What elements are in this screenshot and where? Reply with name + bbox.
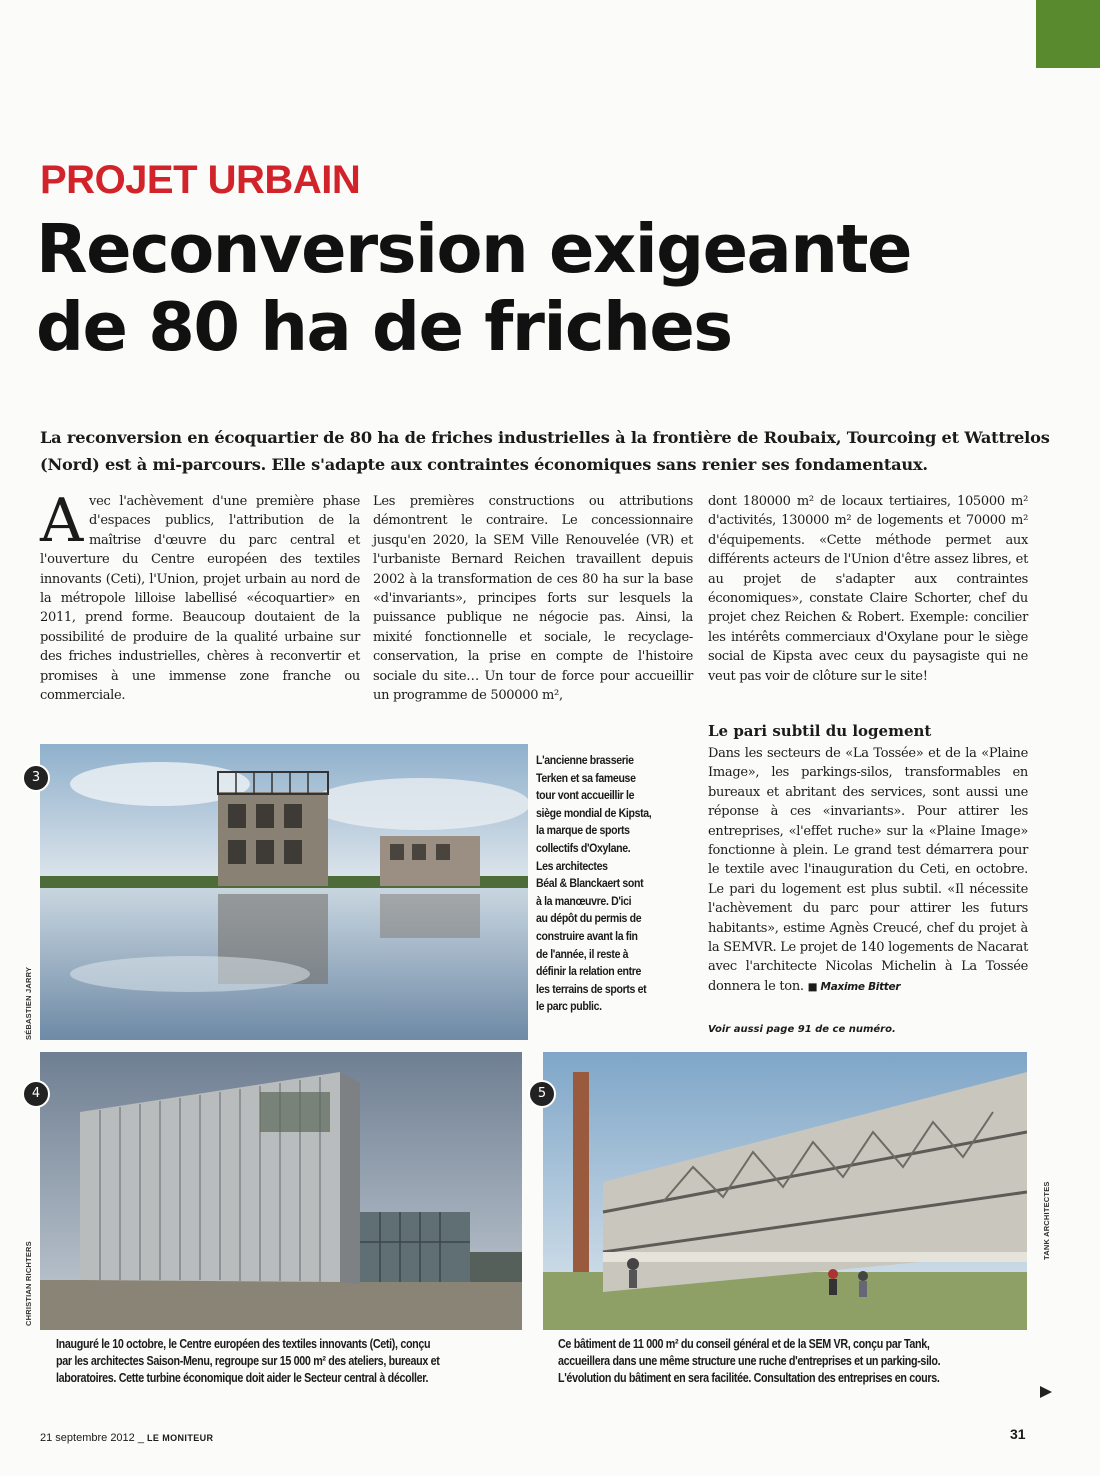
caption-line: accueillera dans une même structure une ruche d'entreprises et un parking-silo.	[558, 1354, 941, 1368]
caption-line: collectifs d'Oxylane.	[536, 840, 631, 855]
body-text-3b: Dans les secteurs de «La Tossée» et de la «Plaine Image», les parkings-silos, transformables en bureaux et abritant des services, sont aussi une réponse à ces «invariants». Pour attirer les entreprises, «l'effet ruche» sur la «Plaine Image» fonctionne à plein. Le grand test démarrera pour le textile avec l'inauguration du Ceti, en octobre. Le pari du logement est plus subtil. «Il nécessite l'achèvement du parc pour attirer les futurs habitants», estime Agnès Creucé, chef du projet à la SEMVR. Le projet de 140 logements de Nacarat avec l'architecte Nicolas Michelin à La Tossée donnera le ton.	[708, 746, 1028, 994]
photo-number-badge: 5	[528, 1080, 556, 1108]
photo-brewery-tower	[40, 744, 528, 1040]
section-color-tab	[1036, 0, 1100, 68]
body-column-3b	[708, 744, 1028, 997]
body-text-2: Les premières constructions ou attributions démontrent le contraire. Le concessionnaire jusqu'en 2020, la SEM Ville Renouvelée (VR) et l'urbaniste Bernard Reichen travaillent depuis 2002 à la transformation de ces 80 ha sur la base «d'invariants», principes forts sur lesquels la puissance publique ne négocie pas. Ainsi, la mixité fonctionnelle et sociale, le recyclage-conservation, la prise en compte de l'histoire sociale du site… Un tour de force pour accueillir un programme de 500000 m²,	[373, 494, 693, 704]
caption-line: de l'année, il reste à	[536, 946, 629, 961]
subhead: Le pari subtil du logement	[708, 722, 932, 740]
body-text-1: vec l'achèvement d'une première phase d'espaces publics, l'attribution de la maîtrise d'œuvre du parc central et l'ouverture du Centre européen des textiles innovants (Ceti), l'Union, projet urbain au nord de la métropole lilloise labellisé «écoquartier» en 2011, prend forme. Beaucoup doutaient de la possibilité de produire de la qualité urbaine sur des friches industrielles, chères à reconvertir et promises à une immense zone franche ou commerciale.	[40, 494, 360, 704]
caption-line: L'évolution du bâtiment en sera facilitée. Consultation des entreprises en cours.	[558, 1371, 940, 1385]
page-number: 31	[1010, 1426, 1026, 1442]
caption-line: Ce bâtiment de 11 000 m² du conseil général et de la SEM VR, conçu par Tank,	[558, 1337, 930, 1351]
caption-line: par les architectes Saison-Menu, regroupe sur 15 000 m² des ateliers, bureaux et	[56, 1354, 440, 1368]
caption-line: laboratoires. Cette turbine économique doit aider le Secteur central à décoller.	[56, 1371, 429, 1385]
body-text-3: dont 180000 m² de locaux tertiaires, 105000 m² d'activités, 130000 m² de logements et 70000 m² d'équipements. «Cette méthode permet aux différents acteurs de l'Union d'être assez libres, et au projet de s'adapter aux contraintes économiques», constate Claire Schorter, chef du projet chez Reichen & Robert. Exemple: concilier les intérêts commerciaux d'Oxylane pour le siège social de Kipsta avec ceux du paysagiste qui ne veut pas voir de clôture sur le site!	[708, 494, 1028, 684]
caption-line: au dépôt du permis de	[536, 911, 642, 926]
footer-date: 21 septembre 2012 _	[40, 1432, 148, 1444]
photo-caption-ceti	[56, 1336, 440, 1387]
caption-line: construire avant la fin	[536, 928, 638, 943]
see-also-note: Voir aussi page 91 de ce numéro.	[708, 1024, 896, 1035]
photo-number-badge: 4	[22, 1080, 50, 1108]
caption-line: à la manœuvre. D'ici	[536, 893, 632, 908]
caption-line: la marque de sports	[536, 823, 630, 838]
headline-line-1: Reconversion exigeante	[36, 210, 911, 288]
photo-ceti-building	[40, 1052, 522, 1330]
headline-line-2: de 80 ha de friches	[36, 288, 732, 366]
photo-number-badge: 3	[22, 764, 50, 792]
caption-line: tour vont accueillir le	[536, 788, 635, 803]
standfirst: La reconversion en écoquartier de 80 ha de friches industrielles à la frontière de Roubaix, Tourcoing et Wattrelos (Nord) est à mi-parcours. Elle s'adapte aux contraintes économiques sans renier ses fondamentaux.	[40, 428, 1050, 474]
caption-line: les terrains de sports et	[536, 981, 647, 996]
caption-line: L'ancienne brasserie	[536, 753, 634, 767]
footer-publication: LE MONITEUR	[147, 1433, 214, 1443]
caption-line: Béal & Blanckaert sont	[536, 876, 644, 891]
body-column-1	[40, 486, 360, 705]
caption-line: siège mondial de Kipsta,	[536, 805, 652, 820]
photo-credit: CHRISTIAN RICHTERS	[24, 1241, 33, 1326]
body-column-2	[373, 492, 693, 705]
photo-credit: TANK ARCHITECTES	[1042, 1181, 1051, 1260]
section-kicker: PROJET URBAIN	[40, 158, 361, 202]
photo-caption-tank	[558, 1336, 940, 1387]
photo-caption-brewery	[536, 752, 668, 1016]
author-byline: ■ Maxime Bitter	[807, 980, 901, 993]
body-column-3	[708, 492, 1028, 686]
footer-folio	[40, 1432, 213, 1444]
caption-line: le parc public.	[536, 999, 602, 1014]
caption-line: définir la relation entre	[536, 964, 642, 979]
continue-arrow-icon	[1040, 1386, 1052, 1398]
caption-line: Terken et sa fameuse	[536, 770, 636, 785]
photo-credit: SÉBASTIEN JARRY	[24, 966, 33, 1040]
caption-line: Inauguré le 10 octobre, le Centre européen des textiles innovants (Ceti), conçu	[56, 1337, 431, 1351]
photo-tank-rendering	[543, 1052, 1027, 1330]
caption-line: Les architectes	[536, 858, 608, 873]
drop-cap: A	[40, 486, 84, 556]
headline	[36, 210, 1076, 366]
